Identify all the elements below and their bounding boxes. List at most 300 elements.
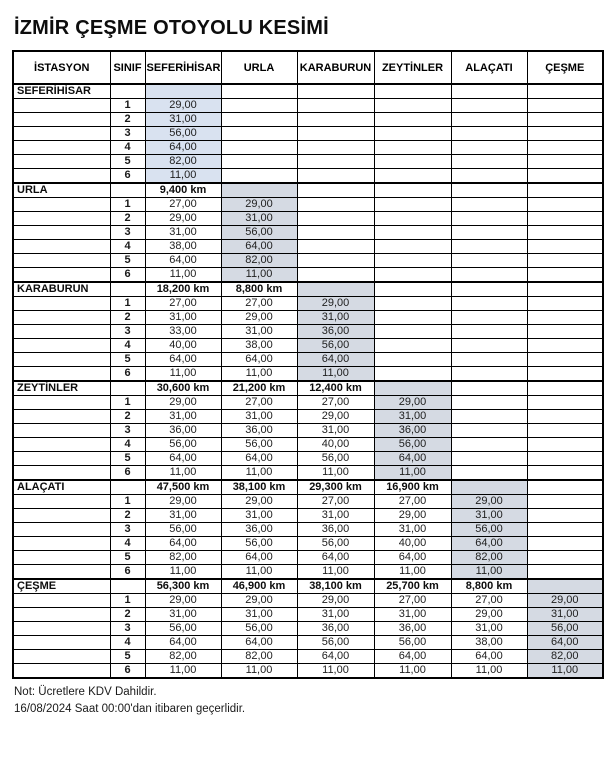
fare-cell xyxy=(451,311,527,325)
distance-cell xyxy=(451,480,527,495)
fare-cell: 36,00 xyxy=(221,424,297,438)
class-number-cell: 3 xyxy=(110,424,145,438)
fare-cell: 29,00 xyxy=(451,495,527,509)
fare-cell: 31,00 xyxy=(145,311,221,325)
fare-row xyxy=(13,297,603,311)
fare-cell xyxy=(527,113,603,127)
fare-cell: 31,00 xyxy=(145,410,221,424)
fare-cell: 27,00 xyxy=(451,594,527,608)
class-number-cell: 4 xyxy=(110,438,145,452)
distance-cell xyxy=(451,84,527,99)
fare-cell: 29,00 xyxy=(221,594,297,608)
fare-cell: 38,00 xyxy=(451,636,527,650)
class-number-cell: 6 xyxy=(110,466,145,481)
station-blank-cell xyxy=(13,608,110,622)
station-blank-cell xyxy=(13,297,110,311)
fare-cell xyxy=(297,141,374,155)
station-blank-cell xyxy=(13,141,110,155)
fare-cell xyxy=(451,99,527,113)
fare-cell xyxy=(527,169,603,184)
distance-cell: 9,400 km xyxy=(145,183,221,198)
fare-cell: 56,00 xyxy=(297,452,374,466)
distance-cell xyxy=(451,282,527,297)
station-blank-cell xyxy=(13,113,110,127)
fare-row xyxy=(13,608,603,622)
station-blank-cell xyxy=(13,155,110,169)
station-blank-cell xyxy=(13,466,110,481)
fare-cell xyxy=(451,141,527,155)
fare-row xyxy=(13,254,603,268)
fare-cell xyxy=(374,169,451,184)
fare-cell: 11,00 xyxy=(374,466,451,481)
class-number-cell: 5 xyxy=(110,551,145,565)
station-blank-cell xyxy=(13,99,110,113)
fare-cell xyxy=(527,254,603,268)
fare-cell: 64,00 xyxy=(221,353,297,367)
station-blank-cell xyxy=(13,438,110,452)
fare-cell xyxy=(451,438,527,452)
fare-cell: 31,00 xyxy=(451,509,527,523)
fare-cell xyxy=(451,240,527,254)
station-name: ÇEŞME xyxy=(13,579,110,594)
fare-cell: 11,00 xyxy=(221,367,297,382)
fare-cell: 56,00 xyxy=(221,622,297,636)
fare-cell: 31,00 xyxy=(297,424,374,438)
fare-cell: 64,00 xyxy=(221,240,297,254)
class-number-cell: 3 xyxy=(110,325,145,339)
fare-row xyxy=(13,537,603,551)
fare-cell xyxy=(451,410,527,424)
column-header: ZEYTİNLER xyxy=(374,51,451,84)
fare-cell: 29,00 xyxy=(145,212,221,226)
station-name: SEFERİHİSAR xyxy=(13,84,110,99)
class-blank-cell xyxy=(110,84,145,99)
fare-cell xyxy=(374,297,451,311)
fare-cell xyxy=(527,396,603,410)
fare-cell: 56,00 xyxy=(221,226,297,240)
fare-row xyxy=(13,424,603,438)
fare-cell: 82,00 xyxy=(527,650,603,664)
distance-cell xyxy=(374,381,451,396)
fare-cell: 36,00 xyxy=(221,523,297,537)
fare-cell xyxy=(297,268,374,283)
distance-cell xyxy=(221,84,297,99)
fare-cell: 64,00 xyxy=(451,537,527,551)
fare-cell xyxy=(374,226,451,240)
distance-cell xyxy=(451,381,527,396)
station-blank-cell xyxy=(13,523,110,537)
distance-cell xyxy=(297,84,374,99)
footnotes xyxy=(14,684,602,719)
fare-cell xyxy=(527,198,603,212)
fare-cell xyxy=(527,495,603,509)
fare-cell xyxy=(451,353,527,367)
fare-cell: 64,00 xyxy=(297,650,374,664)
fare-cell: 36,00 xyxy=(374,424,451,438)
fare-cell: 56,00 xyxy=(374,438,451,452)
fare-cell xyxy=(527,438,603,452)
fare-cell xyxy=(451,396,527,410)
fare-cell: 56,00 xyxy=(145,438,221,452)
fare-cell xyxy=(527,212,603,226)
fare-cell: 36,00 xyxy=(297,622,374,636)
fare-cell: 31,00 xyxy=(221,212,297,226)
fare-cell: 11,00 xyxy=(297,664,374,679)
fare-row xyxy=(13,452,603,466)
fare-cell xyxy=(527,466,603,481)
column-header: SEFERİHİSAR xyxy=(145,51,221,84)
fare-row xyxy=(13,311,603,325)
fare-cell xyxy=(451,212,527,226)
note-validity: 16/08/2024 Saat 00:00'dan itibaren geçerlidir. xyxy=(14,703,246,716)
distance-cell xyxy=(527,480,603,495)
fare-cell xyxy=(374,155,451,169)
fare-cell: 29,00 xyxy=(221,311,297,325)
station-blank-cell xyxy=(13,268,110,283)
fare-cell: 27,00 xyxy=(221,396,297,410)
distance-cell: 46,900 km xyxy=(221,579,297,594)
class-number-cell: 4 xyxy=(110,339,145,353)
fare-cell xyxy=(374,113,451,127)
fare-cell: 11,00 xyxy=(145,169,221,184)
fare-cell xyxy=(451,424,527,438)
fare-cell xyxy=(527,240,603,254)
fare-cell xyxy=(221,113,297,127)
class-blank-cell xyxy=(110,282,145,297)
fare-cell xyxy=(527,141,603,155)
fare-cell: 56,00 xyxy=(297,339,374,353)
fare-cell xyxy=(527,155,603,169)
fare-cell: 40,00 xyxy=(297,438,374,452)
fare-cell xyxy=(451,325,527,339)
fare-cell xyxy=(374,254,451,268)
fare-cell: 64,00 xyxy=(374,551,451,565)
fare-cell xyxy=(221,169,297,184)
fare-row xyxy=(13,99,603,113)
fare-cell: 56,00 xyxy=(374,636,451,650)
distance-cell xyxy=(374,84,451,99)
fare-cell: 64,00 xyxy=(221,636,297,650)
fare-cell xyxy=(527,339,603,353)
station-blank-cell xyxy=(13,636,110,650)
fare-cell: 29,00 xyxy=(221,495,297,509)
fare-cell xyxy=(527,523,603,537)
station-blank-cell xyxy=(13,169,110,184)
fare-cell: 27,00 xyxy=(145,297,221,311)
fare-row xyxy=(13,198,603,212)
fare-cell: 31,00 xyxy=(527,608,603,622)
fare-row xyxy=(13,622,603,636)
distance-cell: 38,100 km xyxy=(297,579,374,594)
class-number-cell: 1 xyxy=(110,198,145,212)
fare-cell: 29,00 xyxy=(145,396,221,410)
distance-cell: 38,100 km xyxy=(221,480,297,495)
class-number-cell: 2 xyxy=(110,113,145,127)
fare-row xyxy=(13,650,603,664)
station-name: KARABURUN xyxy=(13,282,110,297)
fare-cell xyxy=(527,410,603,424)
fare-cell xyxy=(527,268,603,283)
class-number-cell: 5 xyxy=(110,155,145,169)
fare-cell: 29,00 xyxy=(374,509,451,523)
class-number-cell: 3 xyxy=(110,622,145,636)
fare-cell: 31,00 xyxy=(297,608,374,622)
fare-cell: 29,00 xyxy=(527,594,603,608)
fare-cell: 82,00 xyxy=(221,254,297,268)
fare-cell: 11,00 xyxy=(221,466,297,481)
class-blank-cell xyxy=(110,183,145,198)
station-blank-cell xyxy=(13,495,110,509)
fare-cell: 11,00 xyxy=(297,367,374,382)
fare-cell: 82,00 xyxy=(145,155,221,169)
fare-row xyxy=(13,410,603,424)
fare-cell: 11,00 xyxy=(145,664,221,679)
fare-cell: 11,00 xyxy=(451,565,527,580)
fare-row xyxy=(13,523,603,537)
station-row xyxy=(13,183,603,198)
distance-cell xyxy=(297,282,374,297)
distance-cell: 12,400 km xyxy=(297,381,374,396)
fare-row xyxy=(13,636,603,650)
fare-cell xyxy=(297,198,374,212)
fare-cell: 11,00 xyxy=(145,367,221,382)
fare-cell xyxy=(374,141,451,155)
fare-cell: 64,00 xyxy=(297,353,374,367)
fare-cell xyxy=(374,325,451,339)
fare-cell: 29,00 xyxy=(374,396,451,410)
station-blank-cell xyxy=(13,594,110,608)
note-vat: Not: Ücretlere KDV Dahildir. xyxy=(14,686,157,698)
fare-cell xyxy=(527,551,603,565)
fare-cell: 11,00 xyxy=(145,466,221,481)
fare-cell xyxy=(527,297,603,311)
fare-cell: 27,00 xyxy=(374,594,451,608)
fare-cell: 38,00 xyxy=(221,339,297,353)
distance-cell xyxy=(527,381,603,396)
class-number-cell: 2 xyxy=(110,608,145,622)
fare-cell xyxy=(527,565,603,580)
station-blank-cell xyxy=(13,452,110,466)
class-number-cell: 6 xyxy=(110,268,145,283)
station-blank-cell xyxy=(13,198,110,212)
fare-cell: 82,00 xyxy=(145,650,221,664)
fare-cell xyxy=(527,325,603,339)
fare-row xyxy=(13,396,603,410)
fare-cell: 56,00 xyxy=(297,537,374,551)
fare-cell: 56,00 xyxy=(221,537,297,551)
fare-cell xyxy=(221,127,297,141)
fare-cell: 11,00 xyxy=(527,664,603,679)
station-blank-cell xyxy=(13,325,110,339)
class-number-cell: 2 xyxy=(110,212,145,226)
fare-cell: 31,00 xyxy=(145,226,221,240)
class-number-cell: 5 xyxy=(110,452,145,466)
fare-cell: 11,00 xyxy=(451,664,527,679)
table-header-row xyxy=(13,51,603,84)
distance-cell xyxy=(527,84,603,99)
fare-cell: 11,00 xyxy=(374,565,451,580)
fare-cell xyxy=(451,452,527,466)
fare-cell: 56,00 xyxy=(527,622,603,636)
distance-cell xyxy=(527,579,603,594)
fare-cell: 27,00 xyxy=(374,495,451,509)
fare-cell xyxy=(297,127,374,141)
station-name: ZEYTİNLER xyxy=(13,381,110,396)
fare-cell: 31,00 xyxy=(145,608,221,622)
class-number-cell: 5 xyxy=(110,650,145,664)
fare-cell: 56,00 xyxy=(145,127,221,141)
station-blank-cell xyxy=(13,367,110,382)
station-blank-cell xyxy=(13,664,110,679)
fare-cell xyxy=(451,226,527,240)
fare-cell xyxy=(527,424,603,438)
class-number-cell: 1 xyxy=(110,495,145,509)
fare-cell xyxy=(374,311,451,325)
fare-row xyxy=(13,664,603,679)
fare-row xyxy=(13,509,603,523)
fare-row xyxy=(13,240,603,254)
fare-cell: 56,00 xyxy=(297,636,374,650)
fare-cell: 40,00 xyxy=(374,537,451,551)
fare-row xyxy=(13,155,603,169)
fare-cell xyxy=(451,113,527,127)
fare-cell xyxy=(297,254,374,268)
class-number-cell: 2 xyxy=(110,410,145,424)
fare-row xyxy=(13,127,603,141)
fare-cell xyxy=(297,169,374,184)
fare-row xyxy=(13,353,603,367)
fare-cell xyxy=(297,155,374,169)
fare-cell: 29,00 xyxy=(297,594,374,608)
fare-cell: 31,00 xyxy=(374,410,451,424)
station-blank-cell xyxy=(13,622,110,636)
fare-cell: 31,00 xyxy=(145,509,221,523)
fare-cell: 64,00 xyxy=(374,452,451,466)
station-blank-cell xyxy=(13,509,110,523)
station-blank-cell xyxy=(13,537,110,551)
class-number-cell: 5 xyxy=(110,353,145,367)
fare-cell: 31,00 xyxy=(297,509,374,523)
class-number-cell: 1 xyxy=(110,99,145,113)
fare-cell xyxy=(451,155,527,169)
fare-cell xyxy=(297,212,374,226)
fare-cell xyxy=(451,466,527,481)
fare-cell: 40,00 xyxy=(145,339,221,353)
class-number-cell: 2 xyxy=(110,509,145,523)
fare-cell xyxy=(527,367,603,382)
class-number-cell: 6 xyxy=(110,367,145,382)
fare-cell: 29,00 xyxy=(145,594,221,608)
fare-cell: 11,00 xyxy=(374,664,451,679)
class-number-cell: 4 xyxy=(110,141,145,155)
column-header: URLA xyxy=(221,51,297,84)
fare-cell: 82,00 xyxy=(451,551,527,565)
fare-cell: 27,00 xyxy=(297,495,374,509)
station-row xyxy=(13,579,603,594)
fare-cell: 31,00 xyxy=(145,113,221,127)
distance-cell: 56,300 km xyxy=(145,579,221,594)
distance-cell xyxy=(221,183,297,198)
fare-cell: 11,00 xyxy=(145,565,221,580)
fare-cell xyxy=(297,226,374,240)
fare-cell xyxy=(374,99,451,113)
station-blank-cell xyxy=(13,254,110,268)
fare-cell xyxy=(451,169,527,184)
class-number-cell: 5 xyxy=(110,254,145,268)
station-row xyxy=(13,480,603,495)
fare-cell: 64,00 xyxy=(297,551,374,565)
distance-cell: 25,700 km xyxy=(374,579,451,594)
station-row xyxy=(13,84,603,99)
fare-cell: 64,00 xyxy=(145,141,221,155)
distance-cell: 16,900 km xyxy=(374,480,451,495)
fare-cell: 29,00 xyxy=(145,495,221,509)
fare-cell: 29,00 xyxy=(297,297,374,311)
fare-cell xyxy=(374,353,451,367)
column-header: İSTASYON xyxy=(13,51,110,84)
fare-cell xyxy=(374,127,451,141)
fare-cell: 31,00 xyxy=(374,608,451,622)
fare-row xyxy=(13,268,603,283)
class-number-cell: 3 xyxy=(110,127,145,141)
distance-cell: 8,800 km xyxy=(451,579,527,594)
page-title: İZMİR ÇEŞME OTOYOLU KESİMİ xyxy=(14,17,329,39)
station-blank-cell xyxy=(13,339,110,353)
fare-cell: 64,00 xyxy=(145,636,221,650)
fare-cell xyxy=(451,254,527,268)
fare-cell xyxy=(527,452,603,466)
station-blank-cell xyxy=(13,127,110,141)
class-number-cell: 6 xyxy=(110,169,145,184)
distance-cell: 29,300 km xyxy=(297,480,374,495)
fare-row xyxy=(13,141,603,155)
fare-cell: 64,00 xyxy=(374,650,451,664)
fare-row xyxy=(13,565,603,580)
distance-cell xyxy=(527,282,603,297)
fare-cell xyxy=(221,155,297,169)
distance-cell xyxy=(527,183,603,198)
distance-cell: 8,800 km xyxy=(221,282,297,297)
fare-cell: 56,00 xyxy=(451,523,527,537)
fare-cell xyxy=(451,339,527,353)
toll-fare-table xyxy=(12,50,604,679)
station-blank-cell xyxy=(13,353,110,367)
station-name: ALAÇATI xyxy=(13,480,110,495)
distance-cell xyxy=(297,183,374,198)
fare-cell: 64,00 xyxy=(527,636,603,650)
fare-cell xyxy=(374,268,451,283)
class-blank-cell xyxy=(110,579,145,594)
fare-cell xyxy=(374,367,451,382)
station-blank-cell xyxy=(13,396,110,410)
fare-cell xyxy=(451,297,527,311)
fare-cell xyxy=(374,339,451,353)
fare-cell: 27,00 xyxy=(221,297,297,311)
fare-row xyxy=(13,339,603,353)
station-blank-cell xyxy=(13,212,110,226)
class-number-cell: 4 xyxy=(110,636,145,650)
fare-cell: 29,00 xyxy=(221,198,297,212)
fare-cell xyxy=(527,353,603,367)
fare-cell xyxy=(297,113,374,127)
distance-cell xyxy=(451,183,527,198)
fare-cell xyxy=(527,311,603,325)
fare-row xyxy=(13,438,603,452)
fare-cell xyxy=(297,99,374,113)
fare-cell: 11,00 xyxy=(221,565,297,580)
fare-cell: 11,00 xyxy=(145,268,221,283)
class-number-cell: 2 xyxy=(110,311,145,325)
